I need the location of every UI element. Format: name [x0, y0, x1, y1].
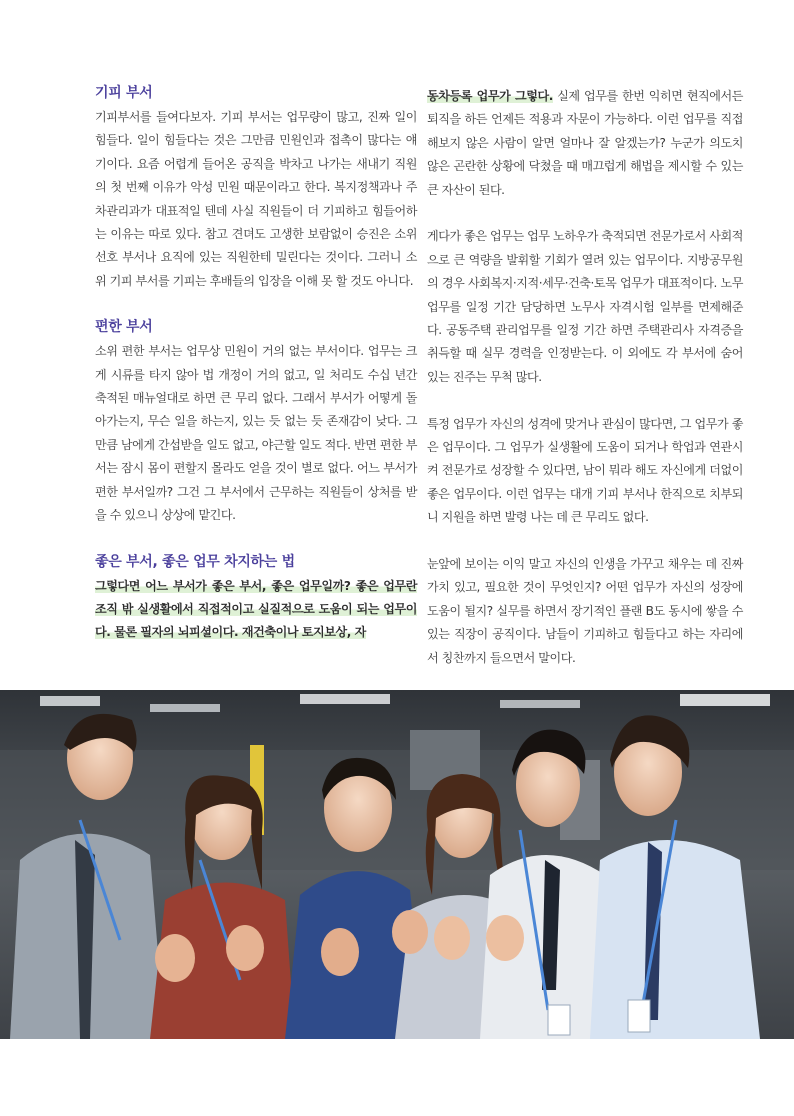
paragraph-easy-dept: 소위 편한 부서는 업무상 민원이 거의 없는 부서이다. 업무는 크게 시류를 타지 않아 법 개정이 거의 없고, 일 처리도 수십 년간 축적된 매뉴얼대로 하면 큰 무리 없다. 그래서 부서가 어떻게 돌아가는지, 무슨 일을 하는지, 있는 듯 없는 듯 존재감이 낮다. 그만큼 남에게 간섭받을 일도 없고, 야근할 일도 적다. 반면 편한 부서는 잠시 몸이 편할지 몰라도 얻을 것이 별로 없다. 어느 부서가 편한 부서일까? 그건 그 부서에서 근무하는 직원들이 상처를 받을 수 있으니 상상에 맡긴다. [95, 344, 417, 523]
paragraph-conclusion: 눈앞에 보이는 이익 말고 자신의 인생을 가꾸고 채우는 데 진짜 가치 있고, 필요한 것이 무엇인지? 어떤 업무가 자신의 성장에 도움이 될지? 실무를 하면서 장기적인 플랜 B도 동시에 쌓을 수 있는 직장이 공직이다. 남들이 기피하고 힘들다고 하는 자리에서 칭찬까지 들으면서 말이다. [427, 557, 743, 665]
office-team-photo [0, 690, 794, 1039]
paragraph-good-dept-cont-text: 실제 업무를 한번 익히면 현직에서든 퇴직을 하든 언제든 적용과 자문이 가능하다. 이런 업무를 직접 해보지 않은 사람이 알면 얼마나 잘 알겠는가? 누군가 의도치 않은 곤란한 상황에 닥쳤을 때 매끄럽게 해법을 제시할 수 있는 큰 자산이 된다. [427, 89, 743, 197]
photo-credit-wrap [6, 648, 18, 658]
paragraph-expertise: 게다가 좋은 업무는 업무 노하우가 축적되면 전문가로서 사회적으로 큰 역량을 발휘할 기회가 열려 있는 업무이다. 지방공무원의 경우 사회복지·지적·세무·건축·토목 업무가 대표적이다. 노무 업무를 일정 기간 담당하면 노무사 자격시험 일부를 면제해준다. 공동주택 관리업무를 일정 기간 하면 주택관리사 자격증을 취득할 때 실무 경력을 인정받는다. 이 외에도 각 부서에 숨어 있는 진주는 무척 많다. [427, 229, 743, 384]
paragraph-avoided-dept: 기피부서를 들여다보자. 기피 부서는 업무량이 많고, 진짜 일이 힘들다. 일이 힘들다는 것은 그만큼 민원인과 접촉이 많다는 얘기이다. 요즘 어렵게 들어온 공직을 박차고 나가는 새내기 직원의 첫 번째 이유가 악성 민원 때문이라고 한다. 복지정책과나 주차관리과가 대표적일 텐데 사실 직원들이 더 기피하고 힘들어하는 이유는 따로 있다. 참고 견뎌도 고생한 보람없이 승진은 소위 선호 부서나 요직에 있는 직원한테 밀린다는 것이다. 그러니 소위 기피 부서를 기피는 후배들의 입장을 이해 못 할 것도 아니다. [95, 110, 417, 288]
left-column [95, 82, 417, 645]
highlight-good-dept-cont: 동차등록 업무가 그렇다. [427, 89, 553, 103]
section-heading-easy-dept: 편한 부서 [95, 319, 153, 336]
section-heading-good-dept: 좋은 부서, 좋은 업무 차지하는 법 [95, 553, 295, 570]
highlight-good-dept: 그렇다면 어느 부서가 좋은 부서, 좋은 업무일까? 좋은 업무란 조직 밖 실생활에서 직접적이고 실질적으로 도움이 되는 업무이다. 물론 필자의 뇌피셜이다. 재건축이나 토지보상, 자 [95, 578, 417, 640]
paragraph-good-dept-cont [427, 85, 743, 202]
section-heading-avoided-dept: 기피 부서 [95, 85, 153, 101]
right-column [427, 85, 743, 670]
paragraph-good-dept [95, 575, 417, 645]
paragraph-interest: 특정 업무가 자신의 성격에 맞거나 관심이 많다면, 그 업무가 좋은 업무이다. 그 업무가 실생활에 도움이 되거나 학업과 연관시켜 전문가로 성장할 수 있다면, 남이 뭐라 해도 자신에게 더없이 좋은 업무이다. 이런 업무는 대개 기피 부서나 한직으로 치부되니 지원을 하면 발령 나는 데 큰 무리도 없다. [427, 416, 743, 525]
